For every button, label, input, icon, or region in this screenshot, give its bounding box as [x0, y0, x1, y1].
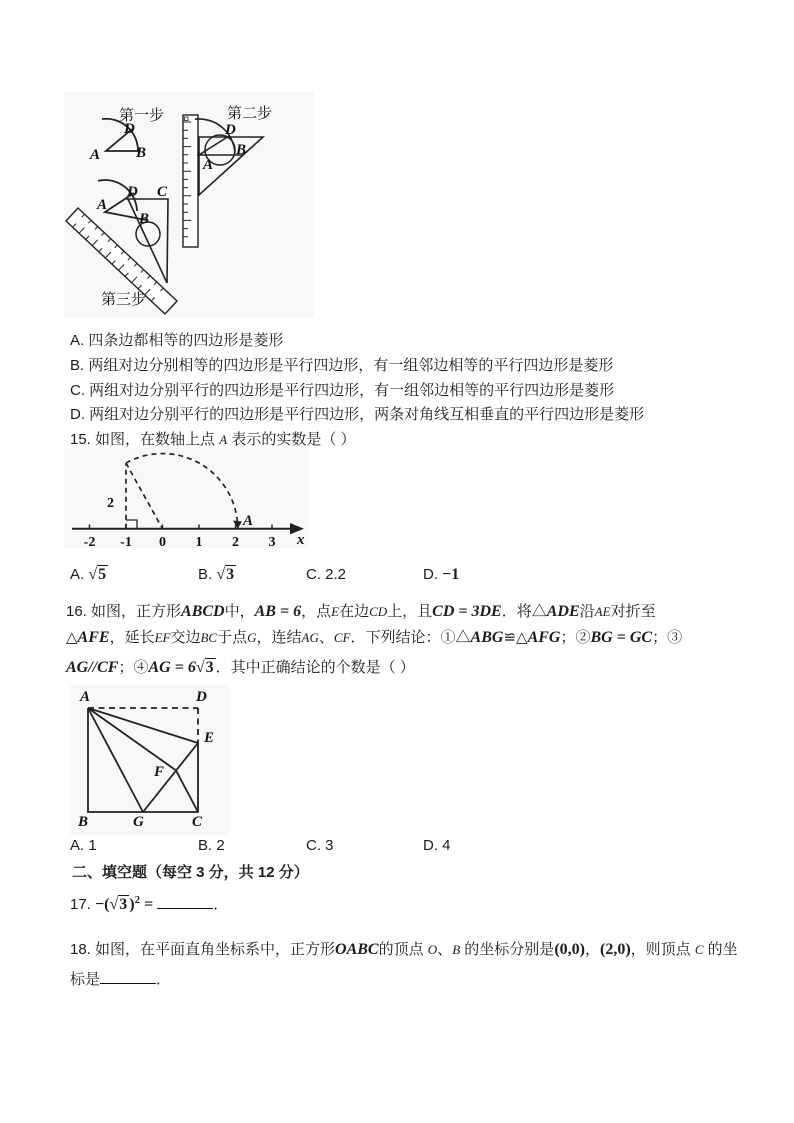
sqrt-expression: √3	[195, 659, 214, 676]
answer-blank	[157, 894, 213, 909]
construction-figure-svg	[64, 92, 314, 317]
q16-stem-line3: AG//CF；④AG = 6√3 ．其中正确结论的个数是（ ）	[66, 659, 415, 676]
label-a: A	[80, 689, 91, 705]
numberline-figure	[64, 448, 309, 548]
label-b: B	[78, 814, 89, 830]
answer-blank	[100, 969, 156, 984]
sqrt-expression: √5	[88, 566, 107, 583]
q15-option-c: C. 2.2	[306, 566, 347, 583]
q17-stem: 17. −(√3 )$^2$ = ．	[70, 894, 229, 913]
q16-option-c: C. 3	[306, 837, 334, 854]
point-a-label: A	[243, 513, 254, 529]
q16-option-b: B. 2	[198, 837, 225, 854]
q16-stem-line1: 16. 如图，正方形ABCD中，AB = 6，点E在边CD上，且CD = 3DE．将△ADE沿AE对折至	[66, 603, 656, 620]
step2-label: 第二步	[227, 105, 273, 122]
numberline-figure-svg	[64, 448, 309, 548]
q14-option-b: B. 两组对边分别相等的四边形是平行四边形，有一组邻边相等的平行四边形是菱形	[70, 357, 614, 374]
step1-label: 第一步	[119, 107, 165, 124]
tick-label-3: 3	[268, 535, 276, 548]
q18-stem-line2: 标是 ．	[70, 971, 172, 988]
q14-option-c: C. 两组对边分别平行的四边形是平行四边形，有一组邻边相等的平行四边形是菱形	[70, 382, 615, 399]
q15-option-d: D. −1	[423, 566, 460, 583]
axis-x-label: x	[297, 532, 305, 548]
right-angle-mark	[126, 520, 137, 529]
step3-point-d: D	[127, 184, 138, 200]
step1-point-d: D	[124, 121, 135, 137]
construction-figure	[64, 92, 314, 317]
q15-option-a: A. √5	[70, 566, 107, 583]
q14-option-a: A. 四条边都相等的四边形是菱形	[70, 332, 284, 349]
step2-point-a: A	[203, 157, 214, 173]
sqrt-expression: √3	[216, 566, 235, 583]
square-figure-svg	[70, 685, 230, 835]
q16-option-a: A. 1	[70, 837, 97, 854]
q16-options-row	[0, 837, 794, 859]
segment-af	[88, 708, 176, 770]
step2-point-b: B	[236, 142, 247, 158]
q15-option-b: B. √3	[198, 566, 235, 583]
label-d: D	[196, 689, 207, 705]
q16-option-d: D. 4	[423, 837, 451, 854]
step1-point-a: A	[90, 147, 101, 163]
q14-option-d: D. 两组对边分别平行的四边形是平行四边形，两条对角线互相垂直的平行四边形是菱形	[70, 406, 645, 423]
tick-label-2: 2	[232, 535, 239, 548]
label-e: E	[204, 730, 215, 746]
segment-cf	[176, 770, 198, 812]
dashed-hypotenuse	[126, 463, 163, 529]
tick-label-0: 0	[159, 535, 166, 548]
arc-arrowhead	[233, 521, 242, 529]
sqrt-expression: √3	[109, 896, 128, 913]
step2-ruler	[183, 115, 198, 247]
step3-point-b: B	[139, 211, 150, 227]
label-c: C	[192, 814, 203, 830]
step3-point-c: C	[157, 184, 168, 200]
step2-point-d: D	[225, 122, 236, 138]
label-f: F	[154, 764, 165, 780]
step3-point-a: A	[97, 197, 108, 213]
q15-options-row	[0, 566, 794, 588]
label-g: G	[133, 814, 144, 830]
q15-stem: 15. 如图，在数轴上点 A 表示的实数是（ ）	[70, 431, 356, 448]
tick-label-neg2: -2	[83, 535, 96, 548]
step1-point-b: B	[136, 145, 147, 161]
q18-stem-line1: 18. 如图，在平面直角坐标系中，正方形OABC的顶点 O、B 的坐标分别是(0,0)，(2,0)，则顶点 C 的坐	[70, 941, 738, 958]
square-figure	[70, 685, 230, 835]
step3-label: 第三步	[101, 291, 147, 308]
tick-label-neg1: -1	[120, 535, 132, 548]
step1-angle-rays	[106, 129, 140, 151]
section2-heading: 二、填空题（每空 3 分，共 12 分）	[72, 864, 309, 881]
q16-stem-line2: △AFE，延长EF交边BC于点G，连结AG、CF．下列结论：①△ABG≌△AFG；②BG = GC；③	[66, 629, 683, 646]
edges-ab-bc-ce	[88, 708, 198, 812]
leg-length-label: 2	[107, 496, 114, 511]
dashed-arc	[126, 454, 238, 529]
tick-label-1: 1	[195, 535, 203, 548]
